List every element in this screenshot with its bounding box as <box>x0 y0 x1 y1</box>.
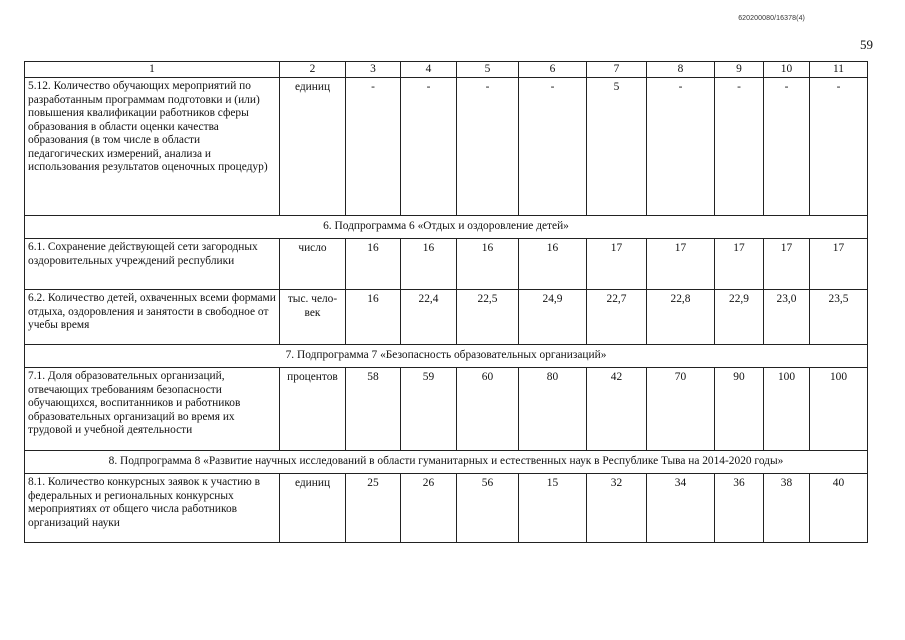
indicator-value: 59 <box>401 368 457 451</box>
indicator-value: - <box>810 78 868 216</box>
indicator-value: 16 <box>346 290 401 345</box>
column-header: 2 <box>280 62 346 78</box>
table-row <box>25 368 868 451</box>
indicator-value: 5 <box>587 78 647 216</box>
table-row <box>25 290 868 345</box>
indicator-value: - <box>519 78 587 216</box>
indicator-value: 22,5 <box>457 290 519 345</box>
indicator-value: 100 <box>764 368 810 451</box>
indicator-name: 6.2. Количество детей, охваченных всеми формами отдыха, оздоровления и занятости в свободное от учебы время <box>25 290 280 345</box>
indicator-unit: процентов <box>280 368 346 451</box>
indicator-value: 23,5 <box>810 290 868 345</box>
indicator-value: 17 <box>587 239 647 290</box>
indicator-name: 8.1. Количество конкурсных заявок к участию в федеральных и региональных конкурсных мероприятиях от общего числа работников организаций науки <box>25 474 280 543</box>
column-header: 11 <box>810 62 868 78</box>
indicators-table <box>24 61 868 543</box>
indicator-value: 22,8 <box>647 290 715 345</box>
indicator-value: 90 <box>715 368 764 451</box>
column-header: 4 <box>401 62 457 78</box>
indicator-name: 5.12. Количество обучающих мероприятий по разработанным программам подготовки и (или) повышения квалификации работников сферы образования в области оценки качества образования (в том числе в области педагогических измерений, анализа и использования результатов оценочных процедур) <box>25 78 280 216</box>
indicator-value: 22,4 <box>401 290 457 345</box>
column-header: 8 <box>647 62 715 78</box>
indicator-value: 16 <box>457 239 519 290</box>
indicator-value: 23,0 <box>764 290 810 345</box>
indicator-value: 17 <box>647 239 715 290</box>
column-header: 7 <box>587 62 647 78</box>
section-row <box>25 345 868 368</box>
section-title: 8. Подпрограмма 8 «Развитие научных исследований в области гуманитарных и естественных наук в Республике Тыва на 2014-2020 годы» <box>25 451 868 474</box>
indicator-value: - <box>401 78 457 216</box>
indicator-value: 80 <box>519 368 587 451</box>
indicator-unit: тыс. человек <box>280 290 346 345</box>
indicator-value: 24,9 <box>519 290 587 345</box>
table-row <box>25 78 868 216</box>
indicator-value: - <box>346 78 401 216</box>
section-row <box>25 216 868 239</box>
indicator-value: 22,7 <box>587 290 647 345</box>
indicator-value: 34 <box>647 474 715 543</box>
indicator-value: 58 <box>346 368 401 451</box>
indicator-unit: единиц <box>280 78 346 216</box>
column-header: 5 <box>457 62 519 78</box>
section-title: 6. Подпрограмма 6 «Отдых и оздоровление детей» <box>25 216 868 239</box>
indicator-value: 60 <box>457 368 519 451</box>
indicator-value: 36 <box>715 474 764 543</box>
indicator-value: 17 <box>715 239 764 290</box>
indicator-value: 22,9 <box>715 290 764 345</box>
indicator-value: 25 <box>346 474 401 543</box>
indicator-value: 40 <box>810 474 868 543</box>
indicator-value: 26 <box>401 474 457 543</box>
indicator-value: 38 <box>764 474 810 543</box>
indicator-value: 17 <box>764 239 810 290</box>
indicator-value: 15 <box>519 474 587 543</box>
indicator-value: 100 <box>810 368 868 451</box>
column-header: 9 <box>715 62 764 78</box>
column-number-row <box>25 62 868 78</box>
table-row <box>25 239 868 290</box>
indicator-name: 7.1. Доля образовательных организаций, отвечающих требованиям безопасности обучающихся, воспитанников и работников образовательных организаций во время их трудовой и учебной деятельности <box>25 368 280 451</box>
table-row <box>25 474 868 543</box>
indicator-value: 16 <box>346 239 401 290</box>
indicator-value: 56 <box>457 474 519 543</box>
column-header: 3 <box>346 62 401 78</box>
indicator-value: - <box>457 78 519 216</box>
column-header: 6 <box>519 62 587 78</box>
column-header: 1 <box>25 62 280 78</box>
indicator-unit: единиц <box>280 474 346 543</box>
indicator-value: - <box>647 78 715 216</box>
section-row <box>25 451 868 474</box>
indicator-value: 70 <box>647 368 715 451</box>
indicator-value: 17 <box>810 239 868 290</box>
indicator-value: 16 <box>401 239 457 290</box>
page-number: 59 <box>860 37 873 52</box>
section-title: 7. Подпрограмма 7 «Безопасность образовательных организаций» <box>25 345 868 368</box>
indicator-value: - <box>715 78 764 216</box>
indicator-unit: число <box>280 239 346 290</box>
indicator-value: - <box>764 78 810 216</box>
indicator-value: 32 <box>587 474 647 543</box>
indicator-value: 42 <box>587 368 647 451</box>
indicator-name: 6.1. Сохранение действующей сети загородных оздоровительных учреждений республики <box>25 239 280 290</box>
document-id: 620200080/16378(4) <box>738 15 805 22</box>
indicator-value: 16 <box>519 239 587 290</box>
column-header: 10 <box>764 62 810 78</box>
